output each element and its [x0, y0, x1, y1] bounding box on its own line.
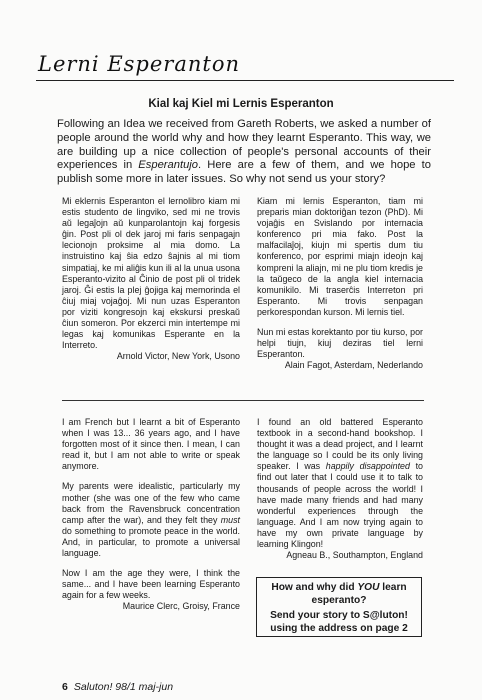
letter-signature: Arnold Victor, New York, Usono — [116, 351, 240, 362]
magazine-issue: Saluton! 98/1 maj-jun — [73, 681, 174, 693]
letter-body: Now I am the age they were, I think the same... and I have been learning Esperanto again for a few weeks. — [62, 568, 240, 601]
text-emphasis: happily disappointed — [325, 461, 410, 472]
article-title: Kial kaj Kiel mi Lernis Esperanton — [148, 98, 334, 110]
letter-alain — [257, 196, 423, 371]
letter-agneau — [257, 417, 423, 561]
section-title: Lerni Esperanton — [38, 52, 240, 76]
letter-body: I am French but I learnt a bit of Esperanto when I was 13... 36 years ago, and I have forgotten most of it since then. I mean, I can read it, but I am not able to write or speak anymore. — [62, 417, 240, 472]
text-run: learn esperanto? — [311, 582, 407, 606]
text-emphasis: must — [220, 514, 240, 525]
letter-arnold — [62, 196, 240, 362]
letter-signature: Agneau B., Southampton, England — [286, 550, 423, 561]
letter-body: Kiam mi lernis Esperanton, tiam mi preparis mian doktoriĝan tezon (PhD). Mi vojaĝis en Svislando por internacia konferenco pri mia fako. Post la malfacilaĵoj, kiujn mi spertis dum tiu konferenco, por esprimi miajn ideojn kaj kompreni la aliajn, mi ne plu tiom kredis je la taŭgeco de la angla kiel internacia komunikilo. Mi traserĉis Interreton pri Esperanto. Mi trovis senpagan perkorespondan kurson. Mi lernis tiel. — [257, 196, 423, 317]
letter-body: Nun mi estas korektanto por tiu kurso, por helpi tiujn, kiuj deziras tiel lerni Esperanton. — [257, 327, 423, 360]
text-run: to find out later that I could use it to talk to thousands of people across the world! I have made many friends and had many wonderful experiences through the language. And I am now trying again to have my own private language by learning Klingon! — [257, 461, 423, 550]
text-emphasis: YOU — [357, 582, 380, 593]
text-run: How and why did — [271, 582, 358, 593]
letter-body: Mi eklernis Esperanton el lernolibro kiam mi estis studento de lingviko, sed mi ne trovis aŭ legaĵojn aŭ kunparolantojn kaj forgesis ĝin. Post pli ol dek jaroj mi faris senpagajn lecionojn proksime al mia domo. La instruistino kaj ŝia edzo ŝajnis al mi tiom simpatiaj, ke mi aliĝis kun ili al la unua usona Esperanto-vizito al Ĉinio de post pli ol tridek jaroj. Ĝi estis la plej ĝojiga kaj memorinda el ĉiuj miaj vojaĝoj. Mi nun uzas Esperanton por viziti kongresojn kaj ekskursi preskaŭ ĉiun someron. Por ekzerci min intertempe mi legas kaj komunikas Esperante en la Interreto. — [62, 196, 240, 351]
intro-text-2: . Here are a few of them, and we hope to publish some more in later issues. So why not send us your story? — [57, 159, 431, 186]
article-intro — [57, 118, 431, 187]
text-run: do something to promote peace in the world. And, in particular, to promote a universal language. — [62, 525, 240, 559]
call-to-action-box — [256, 577, 422, 637]
page-footer — [62, 681, 173, 693]
callout-question — [257, 582, 421, 607]
intro-text-1: Following an Idea we received from Gareth Roberts, we asked a number of people around the world why and how they learnt Esperanto. This way, we are building up a nice collection of people's personal accounts of their experiences in — [57, 118, 431, 172]
callout-instruction: Send your story to S@luton! using the address on page 2 — [270, 610, 408, 634]
page-number: 6 — [62, 681, 68, 693]
text-run: I found an old battered Esperanto textbook in a second-hand bookshop. I thought it was a dead project, and I learnt the language so I could be its only living speaker. I was — [257, 417, 423, 472]
header-rule — [36, 80, 454, 81]
section-divider — [62, 400, 424, 401]
letter-signature: Alain Fagot, Asterdam, Nederlando — [284, 360, 423, 371]
text-run: My parents were idealistic, particularly my mother (she was one of the few who came back from the Ravensbruck concentration camp after the war), and they felt they — [62, 481, 240, 525]
letter-body — [257, 417, 423, 550]
letter-maurice — [62, 417, 240, 613]
intro-emphasis: Esperantujo — [138, 159, 199, 172]
letter-signature: Maurice Clerc, Groisy, France — [122, 601, 240, 612]
letter-body — [62, 481, 240, 559]
